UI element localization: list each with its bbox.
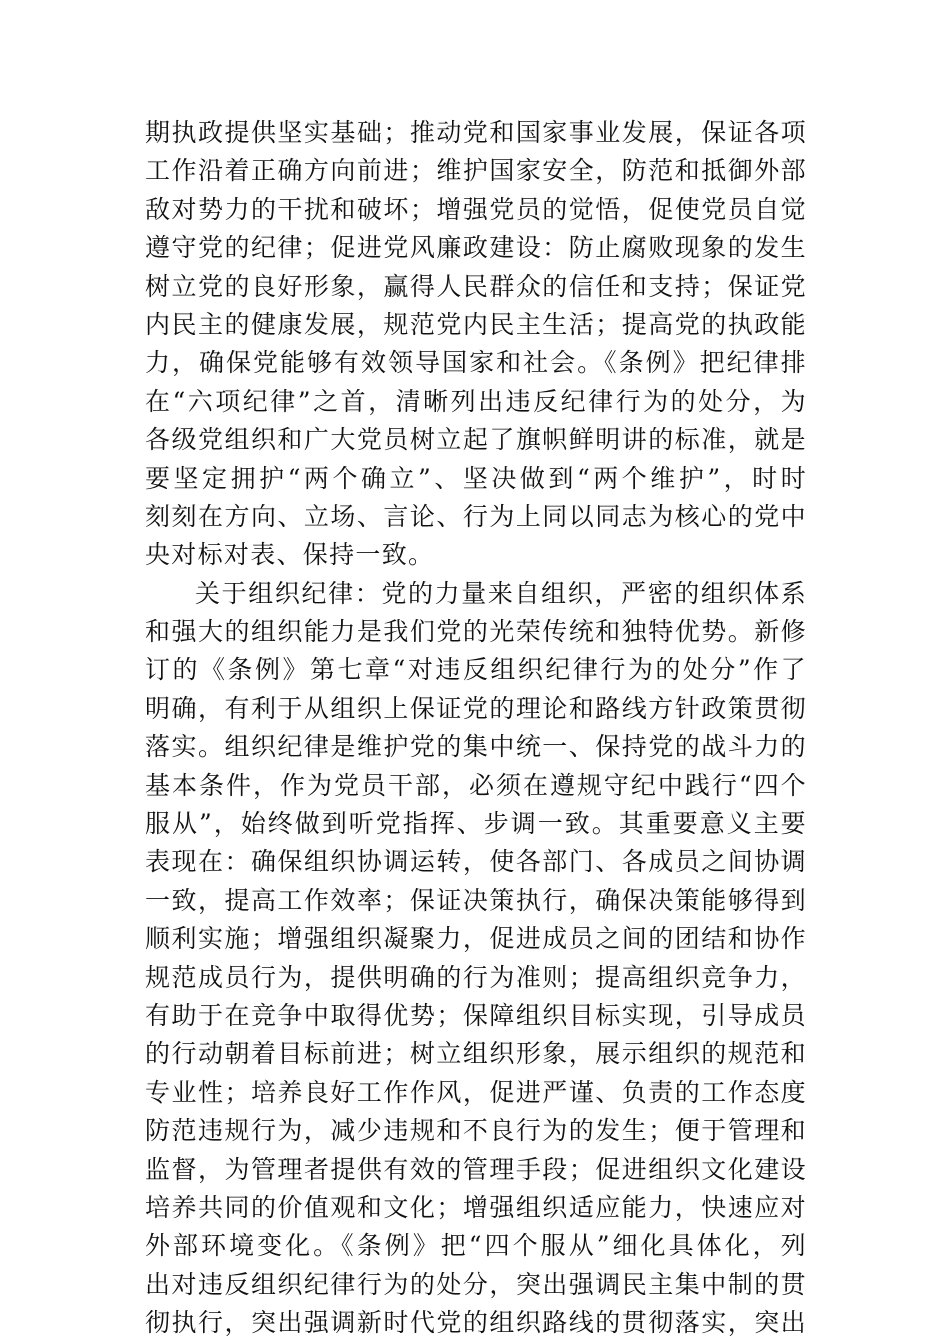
paragraph-end-line: 央对标对表、保持一致。 [145,540,435,570]
text-line: 力，确保党能够有效领导国家和社会。《条例》把纪律排 [145,348,807,378]
text-line: 落实。组织纪律是维护党的集中统一、保持党的战斗力的 [145,732,807,762]
text-line: 内民主的健康发展，规范党内民主生活；提高党的执政能 [145,309,807,339]
text-line: 专业性；培养良好工作作风，促进严谨、负责的工作态度 [145,1077,807,1107]
text-line: 一致，提高工作效率；保证决策执行，确保决策能够得到 [145,885,807,915]
text-line: 规范成员行为，提供明确的行为准则；提高组织竞争力， [145,962,807,992]
paragraph-start-line: 关于组织纪律：党的力量来自组织，严密的组织体系 [195,578,807,608]
text-line: 防范违规行为，减少违规和不良行为的发生；便于管理和 [145,1116,807,1146]
text-line: 服从”，始终做到听党指挥、步调一致。其重要意义主要 [145,809,807,839]
text-line: 表现在：确保组织协调运转，使各部门、各成员之间协调 [145,847,807,877]
text-line: 外部环境变化。《条例》把“四个服从”细化具体化，列 [145,1231,807,1261]
text-line: 各级党组织和广大党员树立起了旗帜鲜明讲的标准，就是 [145,425,807,455]
text-line: 树立党的良好形象，赢得人民群众的信任和支持；保证党 [145,271,807,301]
text-line: 和强大的组织能力是我们党的光荣传统和独特优势。新修 [145,617,807,647]
text-line: 要坚定拥护“两个确立”、坚决做到“两个维护”，时时 [145,463,807,493]
text-line: 敌对势力的干扰和破坏；增强党员的觉悟，促使党员自觉 [145,194,807,224]
text-line: 遵守党的纪律；促进党风廉政建设：防止腐败现象的发生 [145,233,807,263]
body-text [145,114,807,1343]
text-line: 在“六项纪律”之首，清晰列出违反纪律行为的处分，为 [145,386,807,416]
text-line: 订的《条例》第七章“对违反组织纪律行为的处分”作了 [145,655,807,685]
text-line: 的行动朝着目标前进；树立组织形象，展示组织的规范和 [145,1039,807,1069]
text-line: 顺利实施；增强组织凝聚力，促进成员之间的团结和协作 [145,924,807,954]
text-line: 工作沿着正确方向前进；维护国家安全，防范和抵御外部 [145,156,807,186]
text-line: 出对违反组织纪律行为的处分，突出强调民主集中制的贯 [145,1269,807,1299]
text-line: 彻执行，突出强调新时代党的组织路线的贯彻落实，突出 [145,1308,807,1338]
text-line: 明确，有利于从组织上保证党的理论和路线方针政策贯彻 [145,693,807,723]
text-line: 期执政提供坚实基础；推动党和国家事业发展，保证各项 [145,118,807,147]
text-line: 刻刻在方向、立场、言论、行为上同以同志为核心的党中 [145,501,807,531]
text-line: 有助于在竞争中取得优势；保障组织目标实现，引导成员 [145,1000,807,1030]
text-line: 培养共同的价值观和文化；增强组织适应能力，快速应对 [145,1192,807,1222]
text-line: 监督，为管理者提供有效的管理手段；促进组织文化建设 [145,1154,807,1184]
text-line: 基本条件，作为党员干部，必须在遵规守纪中践行“四个 [145,770,807,800]
